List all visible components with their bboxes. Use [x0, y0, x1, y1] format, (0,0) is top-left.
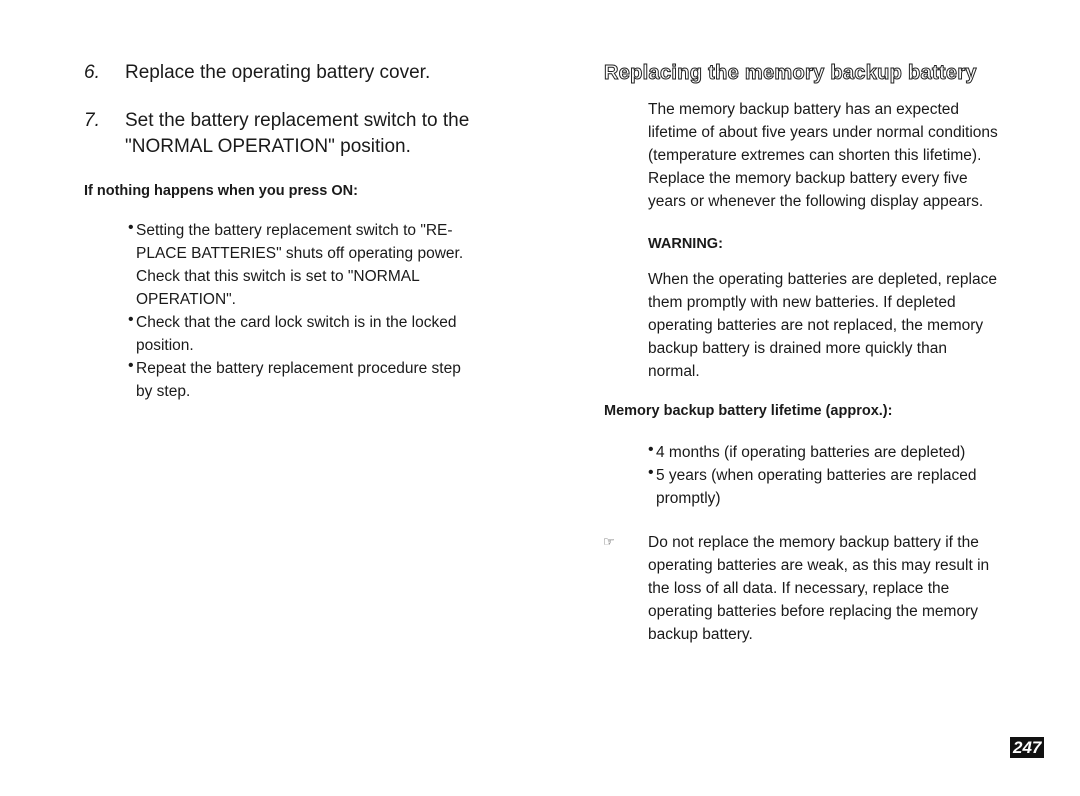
- step-number: 6.: [84, 62, 100, 83]
- section-heading: Replacing the memory backup battery: [604, 62, 977, 84]
- text-line: OPERATION".: [136, 291, 236, 308]
- text-line: backup battery is drained more quickly than: [648, 340, 947, 357]
- text-line: backup battery.: [648, 626, 753, 643]
- bullet-icon: •: [648, 441, 654, 458]
- text-line: promptly): [656, 490, 721, 507]
- text-line: 5 years (when operating batteries are replaced: [656, 467, 977, 484]
- text-line: by step.: [136, 383, 191, 400]
- text-line: them promptly with new batteries. If depleted: [648, 294, 956, 311]
- bullet-item: [128, 219, 464, 311]
- lifetime-heading: Memory backup battery lifetime (approx.):: [604, 403, 893, 419]
- bullet-icon: •: [128, 311, 134, 328]
- step-number: 7.: [84, 110, 100, 131]
- bullet-icon: •: [128, 357, 134, 374]
- text-line: position.: [136, 337, 194, 354]
- text-line: normal.: [648, 363, 700, 380]
- step-6: [84, 60, 431, 86]
- warning-label: WARNING:: [648, 236, 723, 252]
- intro-paragraph: [648, 98, 998, 213]
- note-paragraph: [648, 531, 989, 646]
- bullet-item: [128, 357, 463, 403]
- text-line: Setting the battery replacement switch to "RE-: [136, 222, 453, 239]
- text-line: When the operating batteries are depleted, replace: [648, 271, 997, 288]
- bullet-item: [648, 441, 977, 464]
- text-line: operating batteries are not replaced, the memory: [648, 317, 984, 334]
- text-line: 4 months (if operating batteries are depleted): [656, 444, 966, 461]
- text-line: (temperature extremes can shorten this lifetime).: [648, 147, 982, 164]
- lifetime-bullets: [648, 441, 977, 510]
- bullet-icon: •: [648, 464, 654, 481]
- pointing-hand-icon: ☞: [603, 534, 615, 549]
- warning-paragraph: [648, 268, 997, 383]
- text-line: Check that the card lock switch is in the locked: [136, 314, 457, 331]
- bullet-item: [648, 464, 977, 510]
- step-7: [84, 108, 470, 160]
- text-line: the loss of all data. If necessary, replace the: [648, 580, 950, 597]
- troubleshoot-heading: If nothing happens when you press ON:: [84, 183, 358, 199]
- text-line: operating batteries before replacing the memory: [648, 603, 978, 620]
- text-line: Replace the memory backup battery every five: [648, 170, 968, 187]
- text-line: PLACE BATTERIES" shuts off operating power.: [136, 245, 464, 262]
- text-line: The memory backup battery has an expected: [648, 101, 960, 118]
- text-line: Check that this switch is set to "NORMAL: [136, 268, 420, 285]
- text-line: Repeat the battery replacement procedure step: [136, 360, 461, 377]
- text-line: "NORMAL OPERATION" position.: [125, 136, 411, 157]
- page-number: 247: [1010, 737, 1044, 758]
- bullet-item: [128, 311, 463, 357]
- text-line: years or whenever the following display appears.: [648, 193, 984, 210]
- text-line: Do not replace the memory backup battery if the: [648, 534, 979, 551]
- text-line: lifetime of about five years under normal conditions: [648, 124, 998, 141]
- text-line: operating batteries are weak, as this may result in: [648, 557, 990, 574]
- bullet-icon: •: [128, 219, 134, 236]
- text-line: Set the battery replacement switch to the: [125, 110, 470, 131]
- troubleshoot-bullets: [128, 219, 464, 403]
- text-line: Replace the operating battery cover.: [125, 62, 431, 83]
